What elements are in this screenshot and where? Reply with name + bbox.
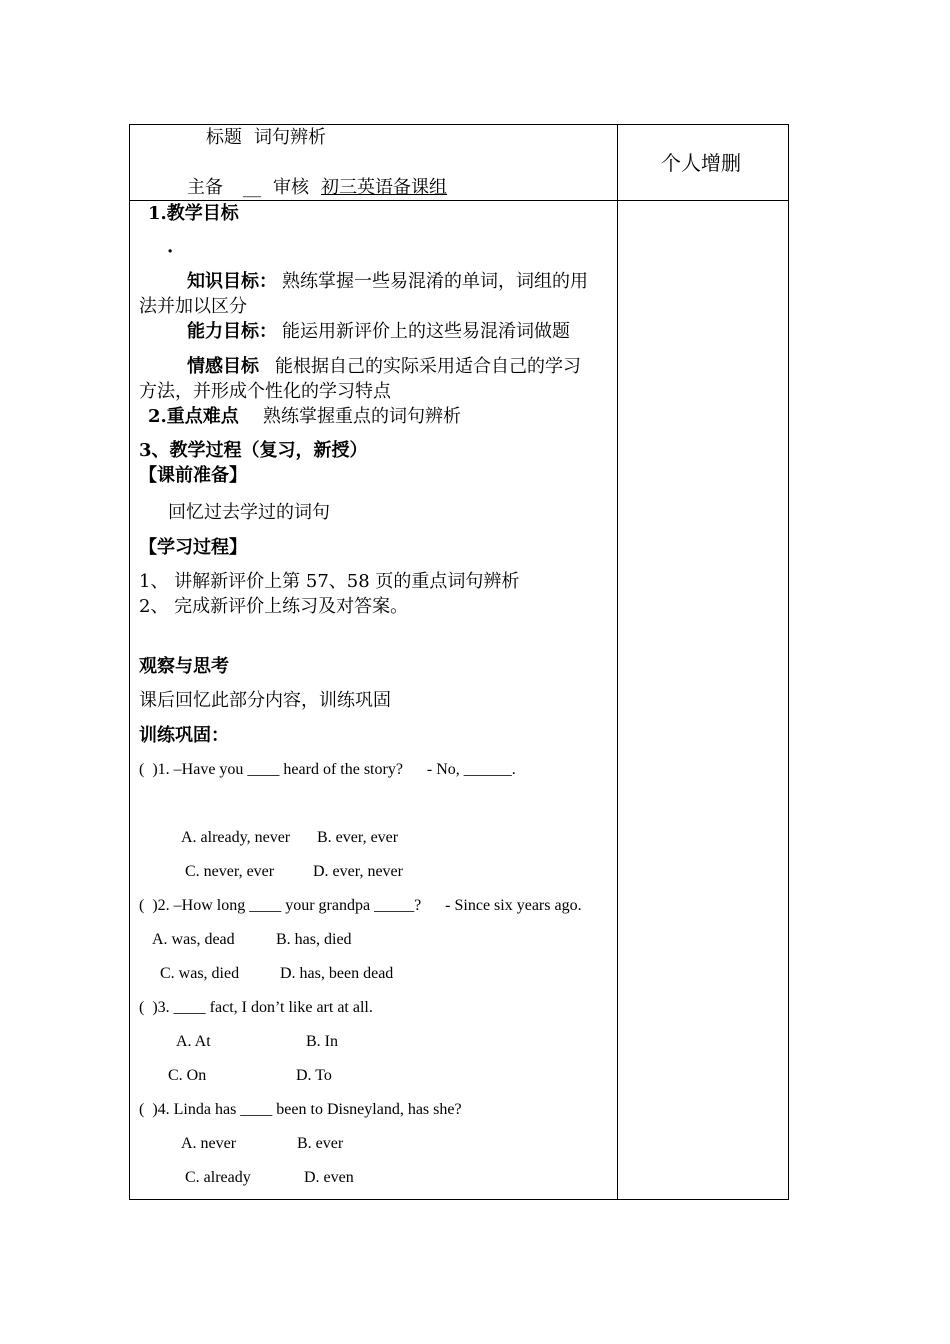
knowledge-line1: 熟练掌握一些易混淆的单词，词组的用 xyxy=(282,271,588,292)
learn-step-1: 1、 讲解新评价上第 57、58 页的重点词句辨析 xyxy=(139,571,520,592)
side-heading: 个人增删 xyxy=(661,151,741,175)
objectives-dot: · xyxy=(167,241,174,262)
objectives-heading: 1.教学目标 xyxy=(148,203,239,224)
question-3-stem: ( )3. ____ fact, I don’t like art at all. xyxy=(139,999,373,1016)
lesson-plan-table xyxy=(129,124,789,1200)
question-3-option-b: B. In xyxy=(306,1033,338,1050)
prep-text: 回忆过去学过的词句 xyxy=(168,502,330,523)
question-1-option-d: D. ever, never xyxy=(313,863,403,880)
question-2-option-b: B. has, died xyxy=(276,931,352,948)
learn-step-2: 2、 完成新评价上练习及对答案。 xyxy=(139,596,409,617)
knowledge-line2: 法并加以区分 xyxy=(139,296,247,317)
process-heading: 3、教学过程（复习，新授） xyxy=(139,440,368,461)
ability-label: 能力目标： xyxy=(187,321,277,342)
key-points-label: 2.重点难点 xyxy=(148,406,239,427)
question-2-stem: ( )2. –How long ____ your grandpa _____? - Since six years ago. xyxy=(139,897,582,914)
question-4-option-d: D. even xyxy=(304,1169,354,1186)
emotion-line2: 方法，并形成个性化的学习特点 xyxy=(139,381,391,402)
question-2-option-d: D. has, been dead xyxy=(280,965,394,982)
editor-label: 主备 xyxy=(187,177,223,198)
question-3-option-c: C. On xyxy=(168,1067,207,1084)
key-points-text: 熟练掌握重点的词句辨析 xyxy=(263,406,461,427)
observe-heading: 观察与思考 xyxy=(139,656,229,677)
ability-text: 能运用新评价上的这些易混淆词做题 xyxy=(282,321,570,342)
title-label: 标题 xyxy=(206,127,242,148)
question-2-option-a: A. was, dead xyxy=(152,931,235,948)
question-1-option-b: B. ever, ever xyxy=(317,829,399,846)
column-divider xyxy=(617,125,618,1199)
question-4-stem: ( )4. Linda has ____ been to Disneyland, has she? xyxy=(139,1101,462,1118)
knowledge-label: 知识目标： xyxy=(187,271,277,292)
question-1-option-c: C. never, ever xyxy=(185,863,275,880)
question-1-option-a: A. already, never xyxy=(181,829,291,846)
question-3-option-d: D. To xyxy=(296,1067,332,1084)
emotion-label: 情感目标 xyxy=(187,356,259,377)
header-row-divider xyxy=(130,200,788,201)
prep-heading: 【课前准备】 xyxy=(139,465,247,486)
question-4-option-b: B. ever xyxy=(297,1135,344,1152)
question-4-option-a: A. never xyxy=(181,1135,237,1152)
reviewer-value: 初三英语备课组 xyxy=(321,177,447,198)
question-3-option-a: A. At xyxy=(176,1033,211,1050)
title-value: 词句辨析 xyxy=(254,127,326,148)
editor-value: __ xyxy=(243,177,261,198)
question-2-option-c: C. was, died xyxy=(160,965,240,982)
observe-text: 课后回忆此部分内容，训练巩固 xyxy=(139,690,391,711)
emotion-line1: 能根据自己的实际采用适合自己的学习 xyxy=(275,356,581,377)
practice-heading: 训练巩固： xyxy=(139,725,229,746)
question-1-stem: ( )1. –Have you ____ heard of the story? - No, ______. xyxy=(139,761,516,778)
question-4-option-c: C. already xyxy=(185,1169,251,1186)
reviewer-label: 审核 xyxy=(273,177,309,198)
learn-heading: 【学习过程】 xyxy=(139,537,247,558)
